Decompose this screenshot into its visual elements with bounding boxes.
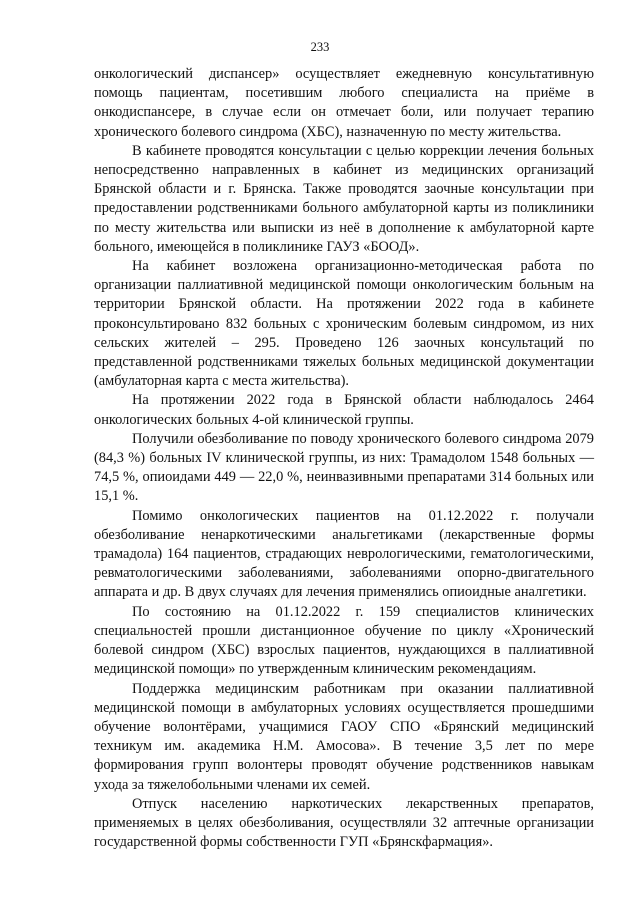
paragraph-7: По состоянию на 01.12.2022 г. 159 специалистов клинических специальностей прошли дистанционное обучение по циклу «Хронический болевой синдром (ХБС) взрослых пациентов, нуждающихся в паллиативной медицинской помощи» по утвержденным клиническим рекомендациям. xyxy=(94,603,594,678)
paragraph-3: На кабинет возложена организационно-методическая работа по организации паллиативной медицинской помощи онкологическим больным на территории Брянской области. На протяжении 2022 года в кабинете проконсультировано 832 больных с хроническим болевым синдромом, из них сельских жителей – 295. Проведено 126 заочных консультаций по представленной родственниками тяжелых больных медицинской документации (амбулаторная карта с места жительства). xyxy=(94,258,594,390)
document-body xyxy=(94,65,594,852)
paragraph-1: онкологический диспансер» осуществляет ежедневную консультативную помощь пациентам, посетившим любого специалиста на приёме в онкодиспансере, в случае если он отмечает боли, или получает терапию хронического болевого синдрома (ХБС), назначенную по месту жительства. xyxy=(94,66,594,140)
paragraph-2: В кабинете проводятся консультации с целью коррекции лечения больных непосредственно направленных в кабинет из медицинских организаций Брянской области и г. Брянска. Также проводятся заочные консультации при предоставлении родственниками больного амбулаторной карты из поликлиники по месту жительства или выписки из неё в дополнение к амбулаторной карте больного, имеющейся в поликлинике ГАУЗ «БООД». xyxy=(94,142,594,255)
page-number: 233 xyxy=(310,40,330,54)
paragraph-8: Поддержка медицинским работникам при оказании паллиативной медицинской помощи в амбулаторных условиях осуществляется прошедшими обучение волонтёрами, учащимися ГАОУ СПО «Брянский медицинский техникум им. академика Н.М. Амосова». В течение 3,5 лет по мере формирования групп волонтеры проводят обучение родственников навыкам ухода за тяжелобольными членами их семей. xyxy=(94,680,594,793)
paragraph-9: Отпуск населению наркотических лекарственных препаратов, применяемых в целях обезболивания, осуществляли 32 аптечные организации государственной формы собственности ГУП «Брянскфармация». xyxy=(94,795,594,851)
paragraph-4: На протяжении 2022 года в Брянской области наблюдалось 2464 онкологических больных 4-ой клинической группы. xyxy=(94,392,594,428)
paragraph-6: Помимо онкологических пациентов на 01.12.2022 г. получали обезболивание ненаркотическими анальгетиками (лекарственные формы трамадола) 164 пациентов, страдающих неврологическими, гематологическими, ревматологическими заболеваниями, заболеваниями опорно-двигательного аппарата и др. В двух случаях для лечения применялись опиоидные аналгетики. xyxy=(94,507,594,601)
paragraph-5: Получили обезболивание по поводу хронического болевого синдрома 2079 (84,3 %) больных IV клинической группы, из них: Трамадолом 1548 больных — 74,5 %, опиоидами 449 — 22,0 %, неинвазивными препаратами 314 больных или 15,1 %. xyxy=(94,430,594,505)
